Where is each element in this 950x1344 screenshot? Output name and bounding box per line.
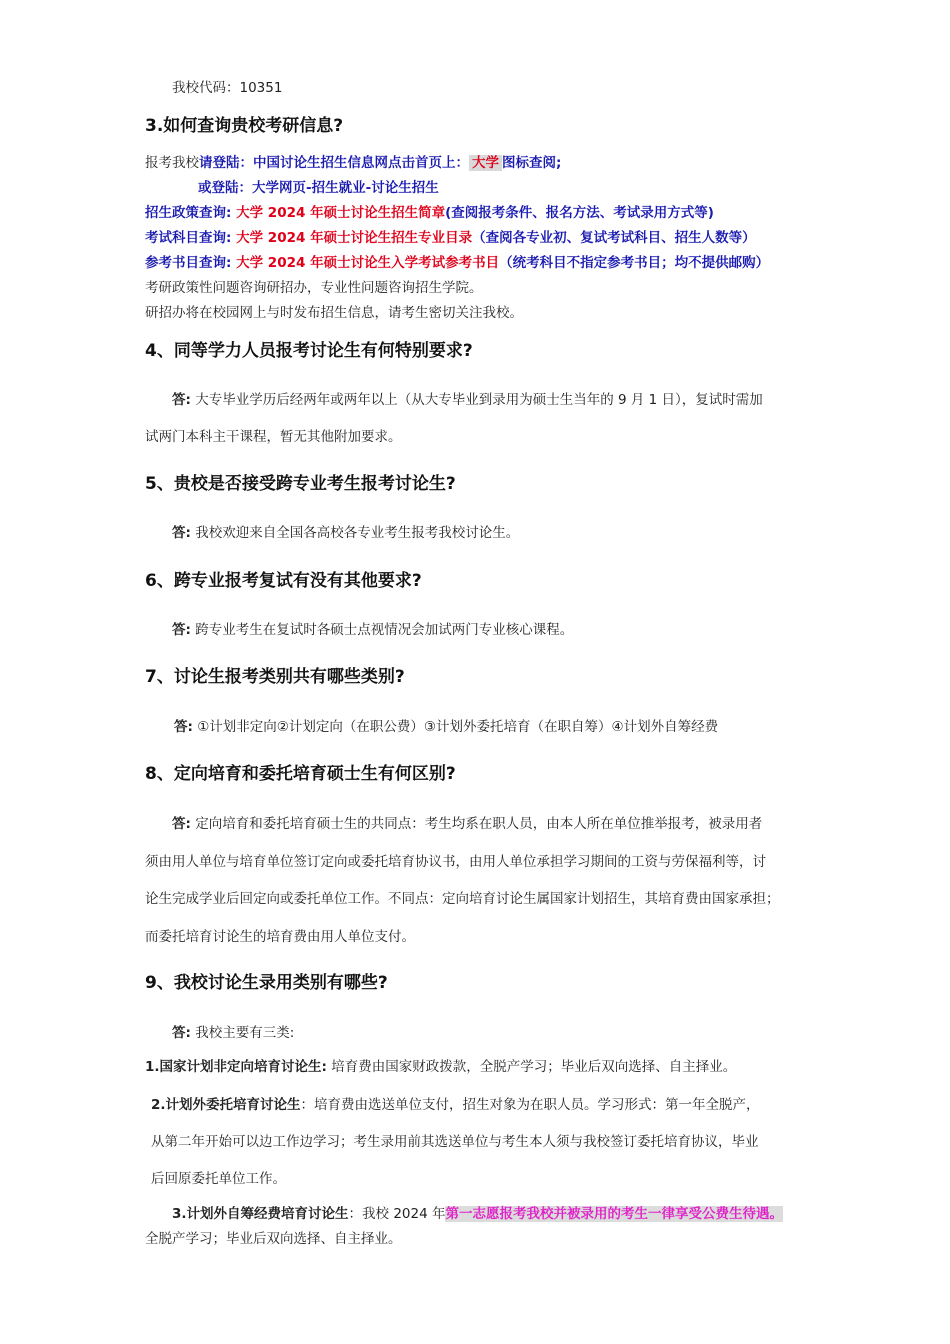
- q8-answer-text1: 定向培育和委托培育硕士生的共同点：考生均系在职人员，由本人所在单位推举报考，被录用者: [190, 816, 763, 832]
- q3-subject-label: 考试科目查询:: [145, 230, 237, 246]
- q9-category2-line3: 后回原委托单位工作。: [151, 1171, 286, 1187]
- q3-notice-line: 研招办将在校园网上与时发布招生信息，请考生密切关注我校。: [145, 305, 523, 321]
- q8-answer-line2: 须由用人单位与培育单位签订定向或委托培育协议书，由用人单位承担学习期间的工资与劳保福利等，讨: [145, 854, 766, 870]
- q8-answer-line3: 论生完成学业后回定向或委托单位工作。不同点：定向培育讨论生属国家计划招生，其培育费由国家承担；: [145, 891, 780, 907]
- q9-category3: [172, 1205, 783, 1223]
- q5-answer-line1: [172, 524, 519, 542]
- q3-books-note: （统考科目不指定参考书目；均不提供邮购）: [499, 255, 770, 271]
- q3-books-doc: 大学 2024 年硕士讨论生入学考试参考书目: [236, 255, 500, 271]
- q4-answer-label: 答:: [172, 392, 191, 408]
- q3-policy-note: (查阅报考条件、报名方法、考试录用方式等): [445, 205, 714, 221]
- q3-heading: 3.如何查询贵校考研信息?: [145, 116, 344, 136]
- q4-answer-text1: 大专毕业学历后经两年或两年以上（从大专毕业到录用为硕士生当年的 9 月 1 日），复试时需加: [190, 392, 763, 408]
- q9-category1-text: 培育费由国家财政拨款，全脱产学习；毕业后双向选择、自主择业。: [326, 1059, 737, 1075]
- q3-books-label: 参考书目查询:: [145, 255, 237, 271]
- q3-line1-suffix: 图标查阅;: [502, 155, 562, 171]
- q3-line1-prefix: 报考我校: [145, 155, 199, 171]
- q9-category2-line2: 从第二年开始可以边工作边学习；考生录用前其选送单位与考生本人须与我校签订委托培育协议，毕业: [151, 1134, 759, 1150]
- q9-category2-text: ：培育费由选送单位支付，招生对象为在职人员。学习形式：第一年全脱产，: [300, 1097, 760, 1113]
- q6-answer-text1: 跨专业考生在复试时各硕士点视情况会加试两门专业核心课程。: [190, 622, 574, 638]
- q3-policy-line: [145, 204, 714, 222]
- q9-heading: 9、我校讨论生录用类别有哪些?: [145, 973, 388, 993]
- q4-answer-line1: [172, 391, 763, 409]
- q5-answer-text1: 我校欢迎来自全国各高校各专业考生报考我校讨论生。: [190, 525, 520, 541]
- q9-category3-text: ：我校 2024 年: [348, 1206, 446, 1222]
- q3-line2: 或登陆：大学网页-招生就业-讨论生招生: [198, 180, 439, 196]
- q8-answer-label: 答:: [172, 816, 191, 832]
- q9-category1-label: 1.国家计划非定向培育讨论生:: [145, 1059, 327, 1075]
- q6-heading: 6、跨专业报考复试有没有其他要求?: [145, 571, 422, 591]
- q3-consult-line: 考研政策性问题咨询研招办，专业性问题咨询招生学院。: [145, 280, 483, 296]
- q3-policy-doc: 大学 2024 年硕士讨论生招生简章: [236, 205, 446, 221]
- q7-heading: 7、讨论生报考类别共有哪些类别?: [145, 667, 405, 687]
- q9-category3-highlight: 第一志愿报考我校并被录用的考生一律享受公费生待遇。: [445, 1206, 783, 1222]
- q9-category2-label: 2.计划外委托培育讨论生: [151, 1097, 301, 1113]
- q8-heading: 8、定向培育和委托培育硕士生有何区别?: [145, 764, 456, 784]
- q3-books-line: [145, 254, 769, 272]
- q3-subject-line: [145, 229, 756, 247]
- q6-answer-line1: [172, 621, 573, 639]
- q9-answer-text1: 我校主要有三类:: [190, 1025, 295, 1041]
- q9-answer-line1: [172, 1024, 294, 1042]
- q9-category2: [151, 1096, 760, 1114]
- q9-category1: [145, 1058, 736, 1076]
- q5-answer-label: 答:: [172, 525, 191, 541]
- q4-heading: 4、同等学力人员报考讨论生有何特别要求?: [145, 341, 473, 361]
- q7-answer-text1: ①计划非定向②计划定向（在职公费）③计划外委托培育（在职自筹）④计划外自筹经费: [192, 719, 719, 735]
- q5-heading: 5、贵校是否接受跨专业考生报考讨论生?: [145, 474, 456, 494]
- q3-line1-icon-name: 大学: [469, 155, 502, 171]
- q8-answer-line4: 而委托培育讨论生的培育费由用人单位支付。: [145, 929, 415, 945]
- school-code: 我校代码：10351: [172, 80, 283, 96]
- q9-category3-line2: 全脱产学习；毕业后双向选择、自主择业。: [145, 1231, 402, 1247]
- q4-answer-line2: 试两门本科主干课程，暂无其他附加要求。: [145, 429, 402, 445]
- q9-answer-label: 答:: [172, 1025, 191, 1041]
- q7-answer-label: 答:: [174, 719, 193, 735]
- q3-subject-doc: 大学 2024 年硕士讨论生招生专业目录: [236, 230, 473, 246]
- q3-line1-login: 请登陆：中国讨论生招生信息网点击首页上：: [199, 155, 469, 171]
- q7-answer-line1: [174, 718, 718, 736]
- q8-answer-line1: [172, 815, 762, 833]
- q3-subject-note: （查阅各专业初、复试考试科目、招生人数等）: [472, 230, 756, 246]
- q3-policy-label: 招生政策查询:: [145, 205, 237, 221]
- q9-category3-label: 3.计划外自筹经费培育讨论生: [172, 1206, 349, 1222]
- q6-answer-label: 答:: [172, 622, 191, 638]
- q3-line1: [145, 154, 561, 172]
